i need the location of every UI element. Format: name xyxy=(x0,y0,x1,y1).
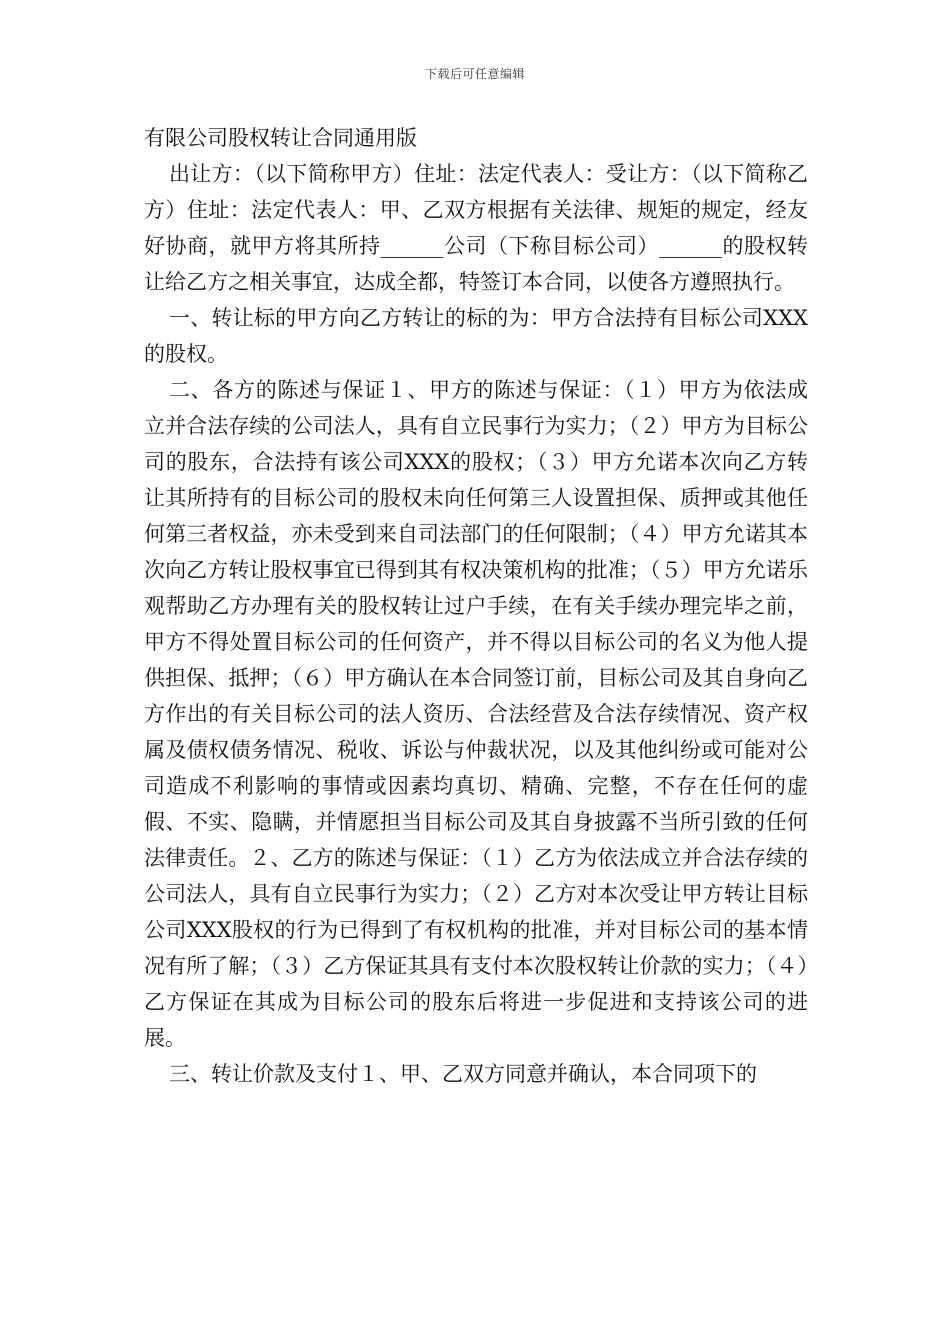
paragraph-section-2: 二、各方的陈述与保证１、甲方的陈述与保证：（１）甲方为依法成立并合法存续的公司法人，具有自立民事行为实力；（２）甲方为目标公司的股东，合法持有该公司XXX的股权；（３）甲方允诺本次向乙方转让其所持有的目标公司的股权未向任何第三人设置担保、质押或其他任何第三者权益，亦未受到来自司法部门的任何限制；（４）甲方允诺其本次向乙方转让股权事宜已得到其有权决策机构的批准；（５）甲方允诺乐观帮助乙方办理有关的股权转让过户手续，在有关手续办理完毕之前，甲方不得处置目标公司的任何资产，并不得以目标公司的名义为他人提供担保、抵押；（６）甲方确认在本合同签订前，目标公司及其自身向乙方作出的有关目标公司的法人资历、合法经营及合法存续情况、资产权属及债权债务情况、税收、诉讼与仲裁状况，以及其他纠纷或可能对公司造成不利影响的事情或因素均真切、精确、完整，不存在任何的虚假、不实、隐瞒，并情愿担当目标公司及其自身披露不当所引致的任何法律责任。２、乙方的陈述与保证：（１）乙方为依法成立并合法存续的公司法人，具有自立民事行为实力；（２）乙方对本次受让甲方转让目标公司XXX股权的行为已得到了有权机构的批准，并对目标公司的基本情况有所了解；（３）乙方保证其具有支付本次股权转让价款的实力；（４）乙方保证在其成为目标公司的股东后将进一步促进和支持该公司的进展。 xyxy=(144,378,808,1050)
paragraph-section-3: 三、转让价款及支付１、甲、乙双方同意并确认，本合同项下的 xyxy=(169,1062,757,1086)
paragraph-section-1: 一、转让标的甲方向乙方转让的标的为：甲方合法持有目标公司XXX的股权。 xyxy=(144,306,808,366)
page-header-note: 下载后可任意编辑 xyxy=(424,67,525,81)
paragraph-preamble: 出让方：（以下简称甲方）住址：法定代表人：受让方：（以下简称乙方）住址：法定代表人：甲、乙双方根据有关法律、规矩的规定，经友好协商，就甲方将其所持______公司（下称目标公司）______的股权转让给乙方之相关事宜，达成全都，特签订本合同，以使各方遵照执行。 xyxy=(144,162,808,294)
document-title: 有限公司股权转让合同通用版 xyxy=(144,126,417,150)
document-body xyxy=(144,120,808,1092)
